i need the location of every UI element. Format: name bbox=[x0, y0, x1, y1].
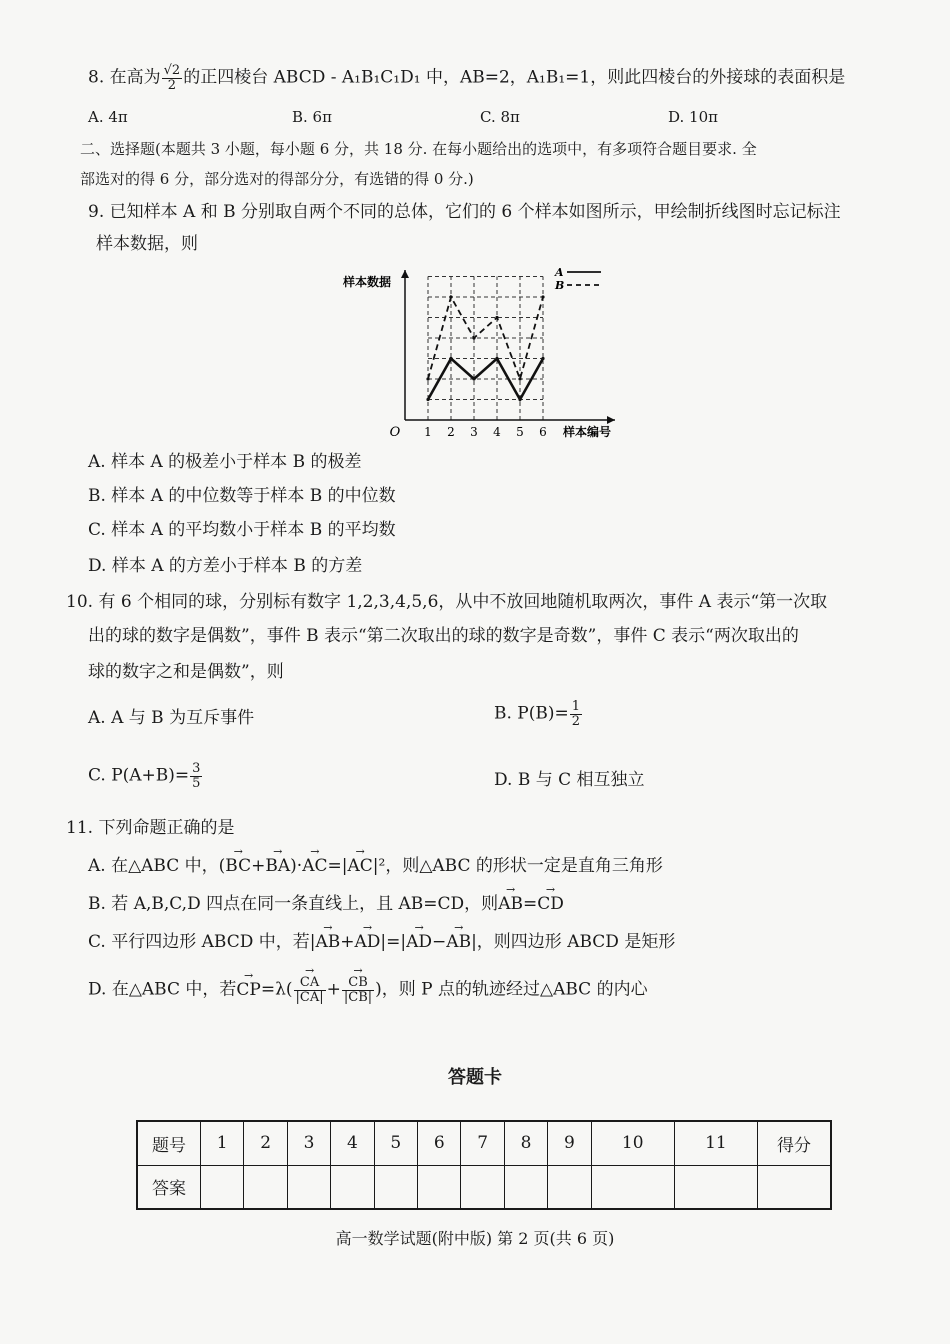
data-point-A bbox=[472, 377, 475, 380]
answer-cell[interactable] bbox=[418, 1165, 461, 1209]
text: |=| bbox=[380, 932, 407, 952]
q11-option-d bbox=[88, 976, 648, 1004]
q10-option-b-text: B. P(B)= bbox=[494, 703, 569, 724]
question-number: 10 bbox=[591, 1121, 674, 1165]
vector-ca: → CA bbox=[300, 976, 319, 990]
vector-ad: → AD bbox=[406, 932, 432, 952]
answer-card-answer-row bbox=[137, 1165, 831, 1209]
text: D. 在△ABC 中，若 bbox=[88, 979, 237, 1000]
x-axis-arrow bbox=[607, 416, 615, 424]
answer-cell[interactable] bbox=[461, 1165, 504, 1209]
q9-option-a: A. 样本 A 的极差小于样本 B 的极差 bbox=[88, 452, 362, 472]
origin-label: O bbox=[389, 425, 401, 440]
x-tick-label: 4 bbox=[493, 425, 501, 439]
answer-cell[interactable] bbox=[201, 1165, 244, 1209]
text: |，则四边形 ABCD 是矩形 bbox=[471, 932, 676, 952]
vector-ac: → AC bbox=[347, 856, 372, 876]
q8-height-fraction bbox=[162, 64, 183, 92]
q11-option-a bbox=[88, 856, 663, 876]
q10-stem-line1: 10. 有 6 个相同的球，分别标有数字 1,2,3,4,5,6，从中不放回地随机取两次，事件 A 表示“第一次取 bbox=[66, 592, 828, 612]
q8-number: 8. bbox=[88, 67, 105, 88]
q8-text-post: 的正四棱台 ABCD - A₁B₁C₁D₁ 中，AB=2，A₁B₁=1，则此四棱台的外接球的表面积是 bbox=[183, 67, 846, 88]
question-number: 1 bbox=[201, 1121, 244, 1165]
q9-option-b: B. 样本 A 的中位数等于样本 B 的中位数 bbox=[88, 486, 396, 506]
answer-card-title: 答题卡 bbox=[448, 1067, 502, 1088]
question-number-label: 题号 bbox=[137, 1121, 201, 1165]
answer-card-table bbox=[136, 1120, 832, 1210]
question-number: 9 bbox=[548, 1121, 591, 1165]
unit-vector-ca bbox=[294, 976, 326, 1004]
magnitude-ca: |CA| bbox=[295, 989, 324, 1005]
question-number: 2 bbox=[244, 1121, 287, 1165]
text: B. 若 A,B,C,D 四点在同一条直线上，且 AB=CD，则 bbox=[88, 894, 499, 914]
data-point-B bbox=[472, 336, 475, 339]
answer-cell[interactable] bbox=[504, 1165, 547, 1209]
text: =λ( bbox=[260, 979, 293, 1000]
x-tick-label: 2 bbox=[447, 425, 455, 439]
frac-numerator: 3 bbox=[192, 761, 201, 776]
answer-label: 答案 bbox=[137, 1165, 201, 1209]
q10-stem-line2: 出的球的数字是偶数”，事件 B 表示“第二次取出的球的数字是奇数”，事件 C 表示“两次取出的 bbox=[88, 626, 799, 646]
x-tick-label: 5 bbox=[516, 425, 524, 439]
x-axis-label: 样本编号 bbox=[563, 425, 612, 439]
q8-text-pre: 在高为 bbox=[109, 67, 161, 88]
frac-numerator: 1 bbox=[571, 699, 581, 714]
score-label: 得分 bbox=[758, 1121, 832, 1165]
data-point-B bbox=[495, 316, 498, 319]
vector-cb: → CB bbox=[348, 976, 368, 990]
unit-vector-cb bbox=[342, 976, 374, 1004]
vector-ab: → AB bbox=[446, 932, 471, 952]
y-axis-arrow bbox=[401, 270, 409, 278]
q10-option-c-fraction bbox=[190, 762, 202, 790]
answer-cell[interactable] bbox=[591, 1165, 674, 1209]
question-number: 8 bbox=[504, 1121, 547, 1165]
q10-option-c-text: C. P(A+B)= bbox=[88, 765, 190, 786]
answer-cell[interactable] bbox=[287, 1165, 330, 1209]
q11-option-b bbox=[88, 894, 564, 914]
text: )，则 P 点的轨迹经过△ABC 的内心 bbox=[375, 979, 648, 1000]
data-point-A bbox=[518, 398, 521, 401]
q10-option-a: A. A 与 B 为互斥事件 bbox=[88, 708, 255, 728]
text: |²，则△ABC 的形状一定是直角三角形 bbox=[372, 856, 663, 876]
score-cell[interactable] bbox=[758, 1165, 832, 1209]
answer-cell[interactable] bbox=[244, 1165, 287, 1209]
vector-ab: → AB bbox=[498, 894, 523, 914]
vector-ab: → AB bbox=[315, 932, 340, 952]
vector-ad: → AD bbox=[355, 932, 381, 952]
data-point-A bbox=[541, 357, 544, 360]
magnitude-cb: |CB| bbox=[343, 989, 373, 1005]
question-number: 11 bbox=[674, 1121, 757, 1165]
data-point-A bbox=[495, 357, 498, 360]
q9-option-c: C. 样本 A 的平均数小于样本 B 的平均数 bbox=[88, 520, 396, 540]
q9-stem-line2: 样本数据，则 bbox=[96, 234, 198, 254]
data-point-A bbox=[449, 357, 452, 360]
q11-stem: 11. 下列命题正确的是 bbox=[66, 818, 235, 838]
text: =| bbox=[327, 856, 348, 876]
answer-cell[interactable] bbox=[548, 1165, 591, 1209]
question-number: 4 bbox=[331, 1121, 374, 1165]
q8-option-b: B. 6π bbox=[292, 108, 332, 126]
question-number: 6 bbox=[418, 1121, 461, 1165]
text: = bbox=[522, 894, 538, 914]
frac-denominator: 2 bbox=[167, 77, 177, 93]
page-footer: 高一数学试题(附中版) 第 2 页(共 6 页) bbox=[335, 1229, 615, 1248]
data-point-B bbox=[541, 295, 544, 298]
answer-cell[interactable] bbox=[331, 1165, 374, 1209]
x-tick-label: 3 bbox=[470, 425, 478, 439]
q10-option-c bbox=[88, 762, 203, 790]
text: + bbox=[251, 856, 266, 876]
text: + bbox=[326, 979, 341, 1000]
frac-denominator: 2 bbox=[571, 713, 581, 729]
x-tick-label: 1 bbox=[424, 425, 432, 439]
legend-label-B: B bbox=[555, 279, 565, 292]
text: )· bbox=[290, 856, 303, 876]
vector-ba: → BA bbox=[265, 856, 290, 876]
q11-option-c bbox=[88, 932, 675, 952]
q10-option-d: D. B 与 C 相互独立 bbox=[494, 770, 645, 790]
q9-line-chart bbox=[325, 262, 625, 442]
text: C. 平行四边形 ABCD 中，若| bbox=[88, 932, 316, 952]
q8-option-c: C. 8π bbox=[480, 108, 520, 126]
answer-card-header-row bbox=[137, 1121, 831, 1165]
q10-stem-line3: 球的数字之和是偶数”，则 bbox=[88, 662, 284, 682]
vector-cd: → CD bbox=[537, 894, 564, 914]
data-point-B bbox=[426, 377, 429, 380]
data-point-A bbox=[426, 398, 429, 401]
q10-option-b bbox=[494, 700, 583, 728]
vector-cp: → CP bbox=[236, 980, 260, 1000]
q8-option-d: D. 10π bbox=[668, 108, 718, 126]
section2-instructions-line2: 部选对的得 6 分，部分选对的得部分分，有选错的得 0 分.) bbox=[80, 170, 474, 188]
q8-option-a: A. 4π bbox=[88, 108, 128, 126]
question-number: 7 bbox=[461, 1121, 504, 1165]
question-number: 3 bbox=[287, 1121, 330, 1165]
text: + bbox=[340, 932, 355, 952]
question-number: 5 bbox=[374, 1121, 417, 1165]
vector-bc: → BC bbox=[225, 856, 251, 876]
x-tick-label: 6 bbox=[539, 425, 547, 439]
y-axis-label: 样本数据 bbox=[343, 275, 392, 289]
answer-cell[interactable] bbox=[374, 1165, 417, 1209]
q9-stem-line1: 9. 已知样本 A 和 B 分别取自两个不同的总体，它们的 6 个样本如图所示，甲绘制折线图时忘记标注 bbox=[88, 202, 841, 222]
frac-numerator: √2 bbox=[163, 63, 181, 78]
text: A. 在△ABC 中，( bbox=[88, 856, 226, 876]
data-point-B bbox=[449, 295, 452, 298]
vector-ac: → AC bbox=[302, 856, 327, 876]
text: − bbox=[432, 932, 447, 952]
section2-instructions-line1: 二、选择题(本题共 3 小题，每小题 6 分，共 18 分. 在每小题给出的选项中，有多项符合题目要求. 全 bbox=[80, 140, 757, 158]
data-point-B bbox=[518, 377, 521, 380]
q9-option-d: D. 样本 A 的方差小于样本 B 的方差 bbox=[88, 556, 363, 576]
answer-cell[interactable] bbox=[674, 1165, 757, 1209]
frac-denominator: 5 bbox=[192, 775, 201, 791]
q8-stem bbox=[88, 64, 845, 92]
q10-option-b-fraction bbox=[570, 700, 582, 728]
legend-label-A: A bbox=[555, 266, 564, 279]
